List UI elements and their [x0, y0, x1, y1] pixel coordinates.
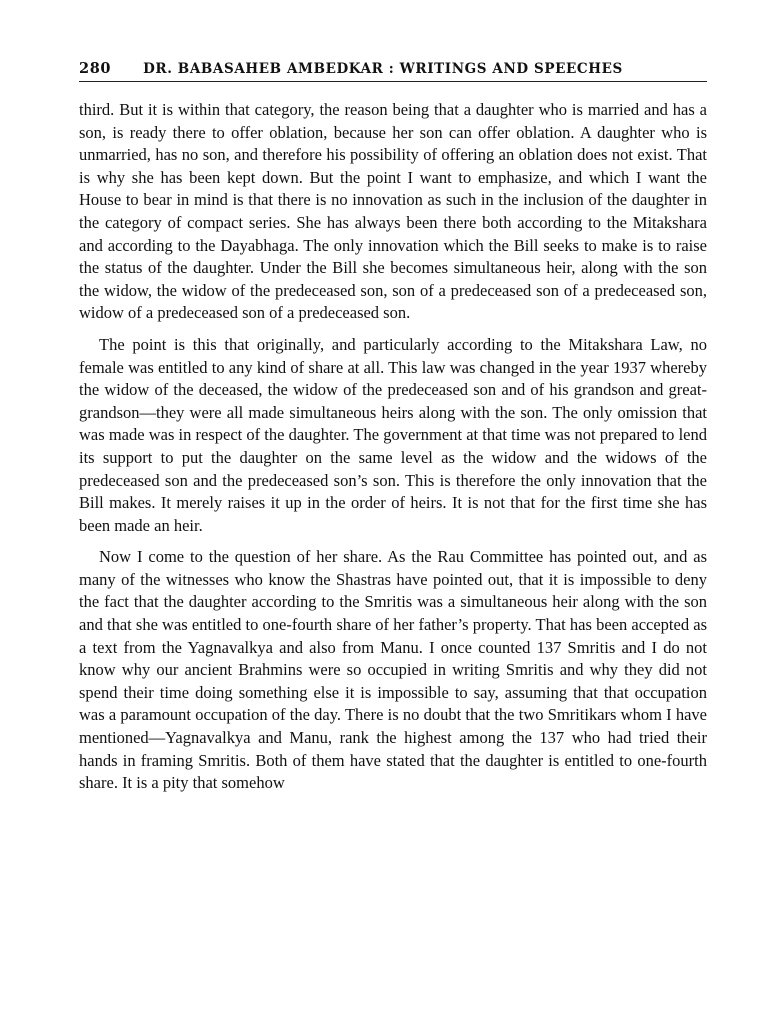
- paragraph-1: third. But it is within that category, the reason being that a daughter who is married and has a son, is ready there to offer oblation, because her son can offer oblation. A daughter who is unmarried, has no son, and therefore his possibility of offering an oblation does not exist. That is why she has been kept down. But the point I want to emphasize, and which I want the House to bear in mind is that there is no innovation as such in the inclusion of the daughter in the category of compact series. She has always been there both according to the Mitakshara and according to the Dayabhaga. The only innovation which the Bill seeks to make is to raise the status of the daughter. Under the Bill she becomes simultaneous heir, along with the son the widow, the widow of the predeceased son, son of a predeceased son of a predeceased son, widow of a predeceased son of a predeceased son.: [79, 100, 707, 323]
- running-title: DR. BABASAHEB AMBEDKAR : WRITINGS AND SPEECHES: [143, 61, 623, 77]
- document-page: [79, 60, 707, 804]
- paragraph-2: The point is this that originally, and particularly according to the Mitakshara Law, no female was entitled to any kind of share at all. This law was changed in the year 1937 whereby the widow of the deceased, the widow of the predeceased son and of his grandson and great-grandson—they were all made simultaneous heirs along with the son. The only omission that was made was in respect of the daughter. The government at that time was not prepared to lend its support to put the daughter on the same level as the widow and the widows of the predeceased son and the predeceased son’s son. This is therefore the only innovation that the Bill makes. It merely raises it up in the order of heirs. It is not that for the first time she has been made an heir.: [79, 334, 707, 535]
- body-text: [79, 99, 707, 795]
- running-header: [79, 60, 707, 82]
- page-number: 280: [79, 60, 112, 77]
- paragraph-3: Now I come to the question of her share. As the Rau Committee has pointed out, and as many of the witnesses who know the Shastras have pointed out, that it is impossible to deny the fact that the daughter according to the Smritis was a simultaneous heir along with the son and that she was entitled to one-fourth share of her father’s property. That has been accepted as a text from the Yagnavalkya and also from Manu. I once counted 137 Smritis and I do not know why our ancient Brahmins were so occupied in writing Smritis and why they did not spend their time doing something else it is impossible to say, assuming that that occupation was a paramount occupation of the day. There is no doubt that the two Smritikars whom I have mentioned—Yagnavalkya and Manu, rank the highest among the 137 who had tried their hands in framing Smritis. Both of them have stated that the daughter is entitled to one-fourth share. It is a pity that somehow: [79, 547, 707, 793]
